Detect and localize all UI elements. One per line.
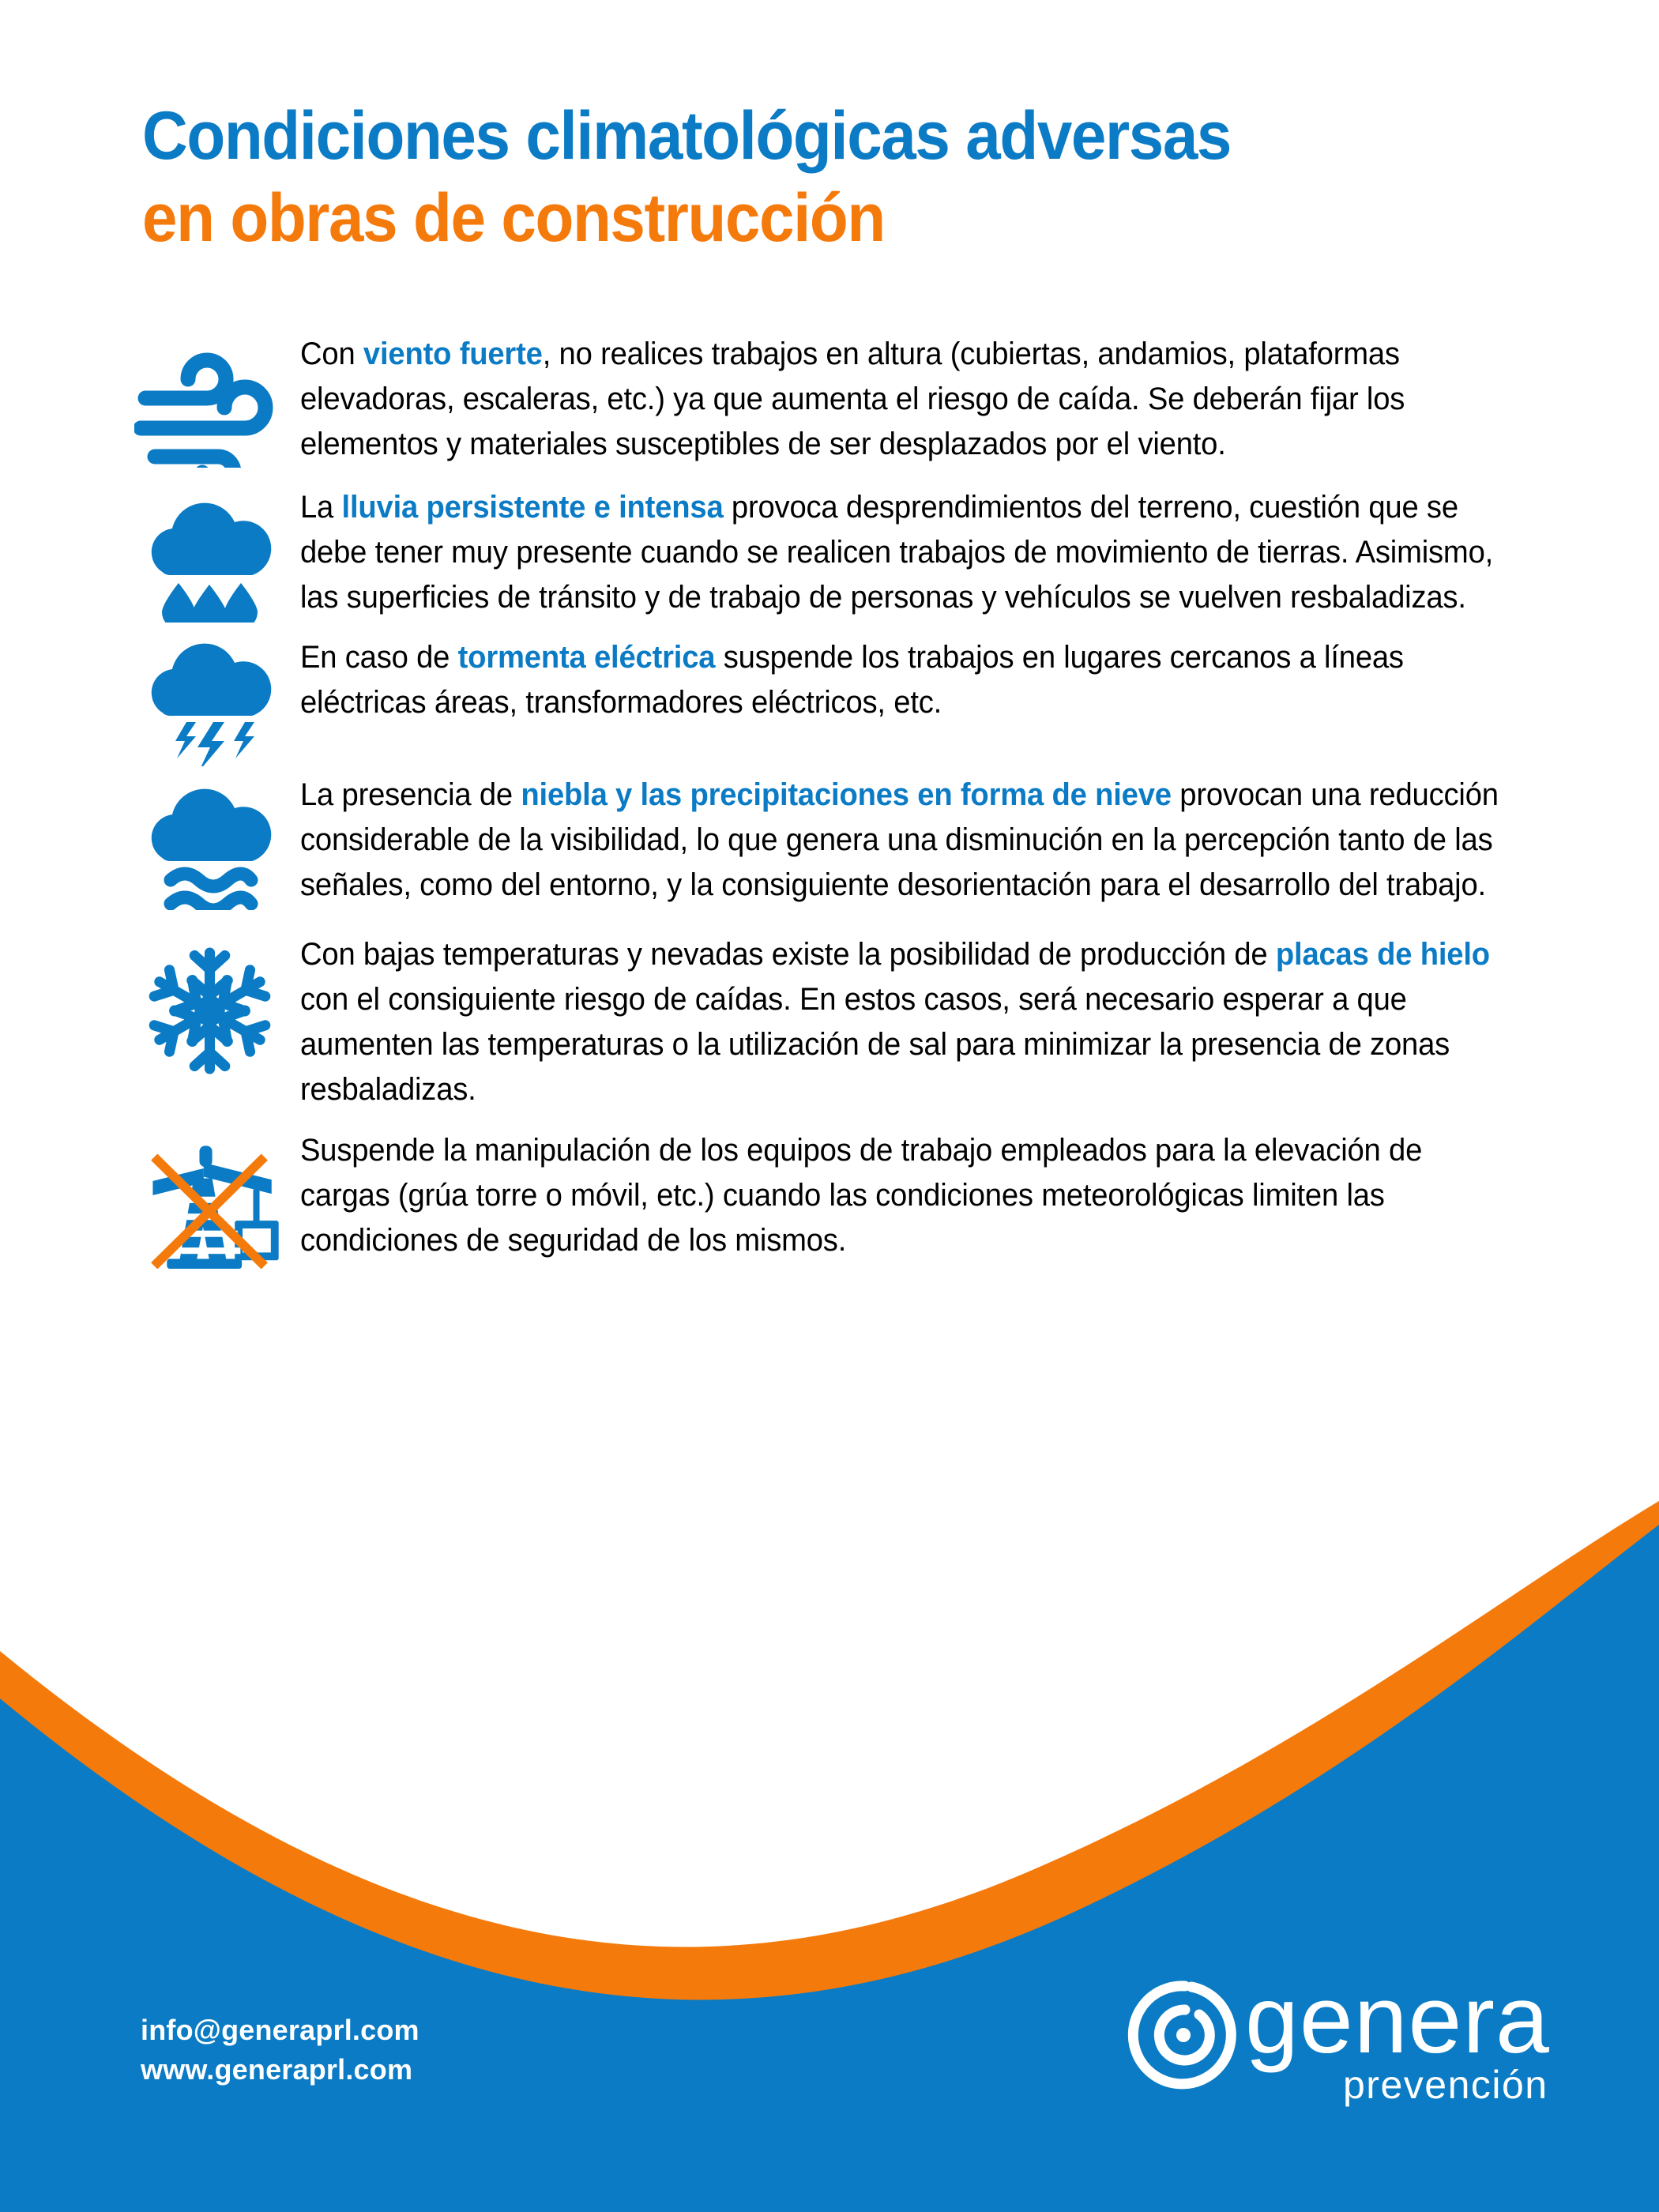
thunderstorm-icon xyxy=(134,640,284,766)
list-item xyxy=(118,773,1572,910)
advice-text xyxy=(300,332,1515,467)
text-highlight: viento fuerte xyxy=(363,337,543,371)
footer-email[interactable]: info@generaprl.com xyxy=(141,2014,419,2046)
advice-text xyxy=(300,485,1515,620)
text-pre: La presencia de xyxy=(300,777,521,812)
text-pre: Con bajas temperaturas y nevadas existe la posibilidad de producción de xyxy=(300,937,1276,972)
list-item xyxy=(118,932,1572,1112)
text-pre: Con xyxy=(300,337,363,371)
rain-cloud-icon xyxy=(134,496,284,623)
icon-container xyxy=(118,773,300,910)
list-item xyxy=(118,485,1572,623)
wind-icon xyxy=(134,349,284,468)
genera-logo-mark xyxy=(1133,1986,1231,2084)
list-item xyxy=(118,1128,1572,1269)
title-line-1: Condiciones climatológicas adversas xyxy=(142,98,1232,174)
icon-container xyxy=(118,1128,300,1269)
genera-logo xyxy=(1106,1959,1580,2133)
genera-logo-wordmark: genera xyxy=(1245,1966,1550,2073)
footer-website[interactable]: www.generaprl.com xyxy=(141,2053,413,2086)
advice-text xyxy=(300,773,1515,908)
text-highlight: tormenta eléctrica xyxy=(457,640,716,675)
text-post: provoca desprendimientos del terreno, cuestión que se debe tener muy presente cuando se realicen trabajos de movimiento de tierras. Asimismo, las superficies de tránsito y de trabajo de personas y vehículos se vuelven resbaladizas. xyxy=(300,490,1494,615)
page-title xyxy=(142,95,1564,259)
list-item xyxy=(118,635,1572,766)
icon-container xyxy=(118,332,300,468)
crane-prohibited-icon xyxy=(138,1134,280,1269)
title-line-2: en obras de construcción xyxy=(142,180,885,256)
text-highlight: placas de hielo xyxy=(1275,937,1490,972)
text-highlight: lluvia persistente e intensa xyxy=(341,490,724,525)
icon-container xyxy=(118,485,300,623)
text-pre: La xyxy=(300,490,342,525)
text-post: , no realices trabajos en altura (cubiertas, andamios, plataformas elevadoras, escaleras, etc.) ya que aumenta el riesgo de caída. Se deberán fijar los elementos y materiales susceptibles de ser desplazados por el viento. xyxy=(300,337,1405,461)
list-item xyxy=(118,332,1572,468)
fog-cloud-icon xyxy=(134,784,284,910)
icon-container xyxy=(118,932,300,1080)
genera-logo-tagline: prevención xyxy=(1343,2063,1548,2107)
advice-text xyxy=(300,932,1515,1112)
text-post: provocan una reducción considerable de la visibilidad, lo que genera una disminución en la percepción tanto de las señales, como del entorno, y la consiguiente desorientación para el desarrollo del trabajo. xyxy=(300,777,1499,902)
text-post: con el consiguiente riesgo de caídas. En estos casos, será necesario esperar a que aumenten las temperaturas o la utilización de sal para minimizar la presencia de zonas resbaladizas. xyxy=(300,982,1450,1107)
advice-text xyxy=(300,635,1515,725)
icon-container xyxy=(118,635,300,766)
footer-contact xyxy=(141,2011,419,2090)
advice-list xyxy=(118,332,1572,1280)
text-pre: Suspende la manipulación de los equipos de trabajo empleados para la elevación de cargas (grúa torre o móvil, etc.) cuando las condiciones meteorológicas limiten las condiciones de seguridad de los mismos. xyxy=(300,1133,1423,1258)
text-pre: En caso de xyxy=(300,640,458,675)
snowflake-icon xyxy=(141,942,279,1080)
text-post: suspende los trabajos en lugares cercanos a líneas eléctricas áreas, transformadores eléctricos, etc. xyxy=(300,640,1404,720)
advice-text xyxy=(300,1128,1515,1263)
text-highlight: niebla y las precipitaciones en forma de nieve xyxy=(521,777,1172,812)
